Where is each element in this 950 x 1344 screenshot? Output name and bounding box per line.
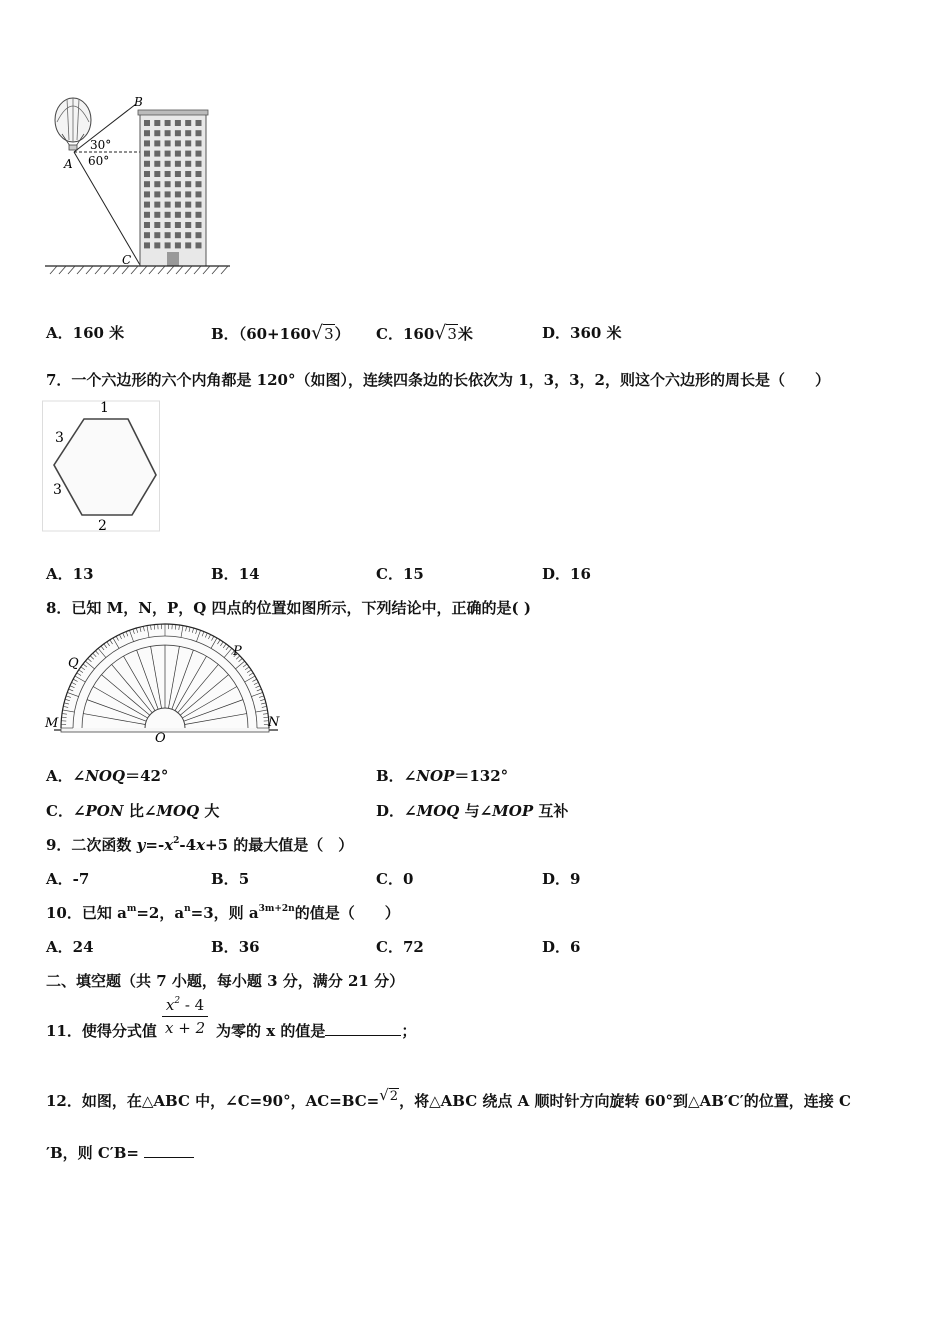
label-C: C xyxy=(122,253,132,267)
sqrt-symbol: √3 xyxy=(310,322,334,344)
q11-answer-blank[interactable] xyxy=(325,1035,401,1036)
q7-option-c[interactable]: C．15 xyxy=(376,565,424,583)
side-label-2: 2 xyxy=(98,518,107,534)
angle-30-label: 30° xyxy=(90,138,112,152)
q11-prefix: 11．使得分式值 xyxy=(46,1022,157,1040)
q7-option-d[interactable]: D．16 xyxy=(542,565,591,583)
q6-option-b[interactable] xyxy=(211,322,350,344)
option-letter: D． xyxy=(542,324,571,342)
q6-option-c[interactable] xyxy=(376,322,473,344)
q8-option-a[interactable]: A．∠NOQ＝42° xyxy=(46,767,169,785)
point-P: P xyxy=(233,644,242,659)
q11-fraction: $x^2 - 4$ x + 2 xyxy=(162,996,208,1037)
q12-answer-blank[interactable] xyxy=(144,1157,194,1158)
option-text-end: 米 xyxy=(457,325,473,343)
q11-suffix: 为零的 x 的值是 ； xyxy=(216,1022,417,1040)
option-text: 360 米 xyxy=(570,324,622,342)
option-letter: B． xyxy=(211,325,239,343)
angle-60-label: 60° xyxy=(88,154,110,168)
point-N: N xyxy=(268,715,280,730)
section-2-title: 二、填空题（共 7 小题，每小题 3 分，满分 21 分） xyxy=(46,972,405,990)
q9-option-c[interactable]: C．0 xyxy=(376,870,414,888)
sqrt-symbol: √3 xyxy=(434,322,457,344)
option-text-end: ） xyxy=(334,325,350,343)
hot-air-balloon-icon xyxy=(55,98,91,150)
point-Q: Q xyxy=(68,656,79,671)
building-icon xyxy=(138,110,208,266)
q6-option-a[interactable] xyxy=(46,322,124,343)
side-label-3a: 3 xyxy=(55,430,64,446)
q12-question: 12．如图，在△ABC 中，∠C=90°，AC=BC=√2，将△ABC 绕点 A 顺时针方向旋转 60°到△AB′C′的位置，连接 C xyxy=(46,1086,851,1110)
q10-option-c[interactable]: C．72 xyxy=(376,938,424,956)
q8-option-d[interactable]: D．∠MOQ 与∠MOP 互补 xyxy=(376,802,569,820)
option-text: 160 xyxy=(402,325,435,343)
label-A: A xyxy=(64,157,73,171)
q10-question: 10．已知 $a^m=2$，$a^n=3$，则 $a^{3m+2n}$的值是（ ） xyxy=(46,904,400,922)
option-letter: A． xyxy=(46,324,73,342)
q7-option-a[interactable]: A．13 xyxy=(46,565,94,583)
q8-option-b[interactable]: B．∠NOP＝132° xyxy=(376,767,509,785)
point-O: O xyxy=(155,731,166,746)
sqrt-symbol: √2 xyxy=(379,1086,399,1104)
option-text: 160 米 xyxy=(72,324,125,342)
q10-option-b[interactable]: B．36 xyxy=(211,938,260,956)
point-M: M xyxy=(45,716,59,731)
q10-option-d[interactable]: D．6 xyxy=(542,938,581,956)
option-text: （60+160 xyxy=(238,325,311,343)
q9-option-a[interactable]: A．-7 xyxy=(46,870,90,888)
side-label-3b: 3 xyxy=(53,482,62,498)
q9-option-b[interactable]: B．5 xyxy=(211,870,250,888)
q9-option-d[interactable]: D．9 xyxy=(542,870,581,888)
protractor-figure xyxy=(40,622,290,748)
q7-question: 7．一个六边形的六个内角都是 120°（如图），连续四条边的长依次为 1，3，3，2，则这个六边形的周长是（ ） xyxy=(46,371,830,389)
q8-question: 8．已知 M，N，P，Q 四点的位置如图所示，下列结论中，正确的是( ) xyxy=(46,599,531,617)
q10-option-a[interactable]: A．24 xyxy=(46,938,94,956)
hexagon-figure xyxy=(42,397,162,535)
q6-option-d[interactable] xyxy=(542,322,622,343)
label-B: B xyxy=(134,95,143,109)
q8-option-c[interactable]: C．∠PON 比∠MOQ 大 xyxy=(46,802,220,820)
side-label-1: 1 xyxy=(100,400,109,416)
q7-option-b[interactable]: B．14 xyxy=(211,565,260,583)
q9-question: 9．二次函数 $y=-x^2-4x+5$ 的最大值是（ ） xyxy=(46,836,354,854)
balloon-building-figure xyxy=(40,92,240,282)
option-letter: C． xyxy=(376,325,403,343)
q12-question-line2: ′B，则 C′B= xyxy=(46,1142,194,1163)
